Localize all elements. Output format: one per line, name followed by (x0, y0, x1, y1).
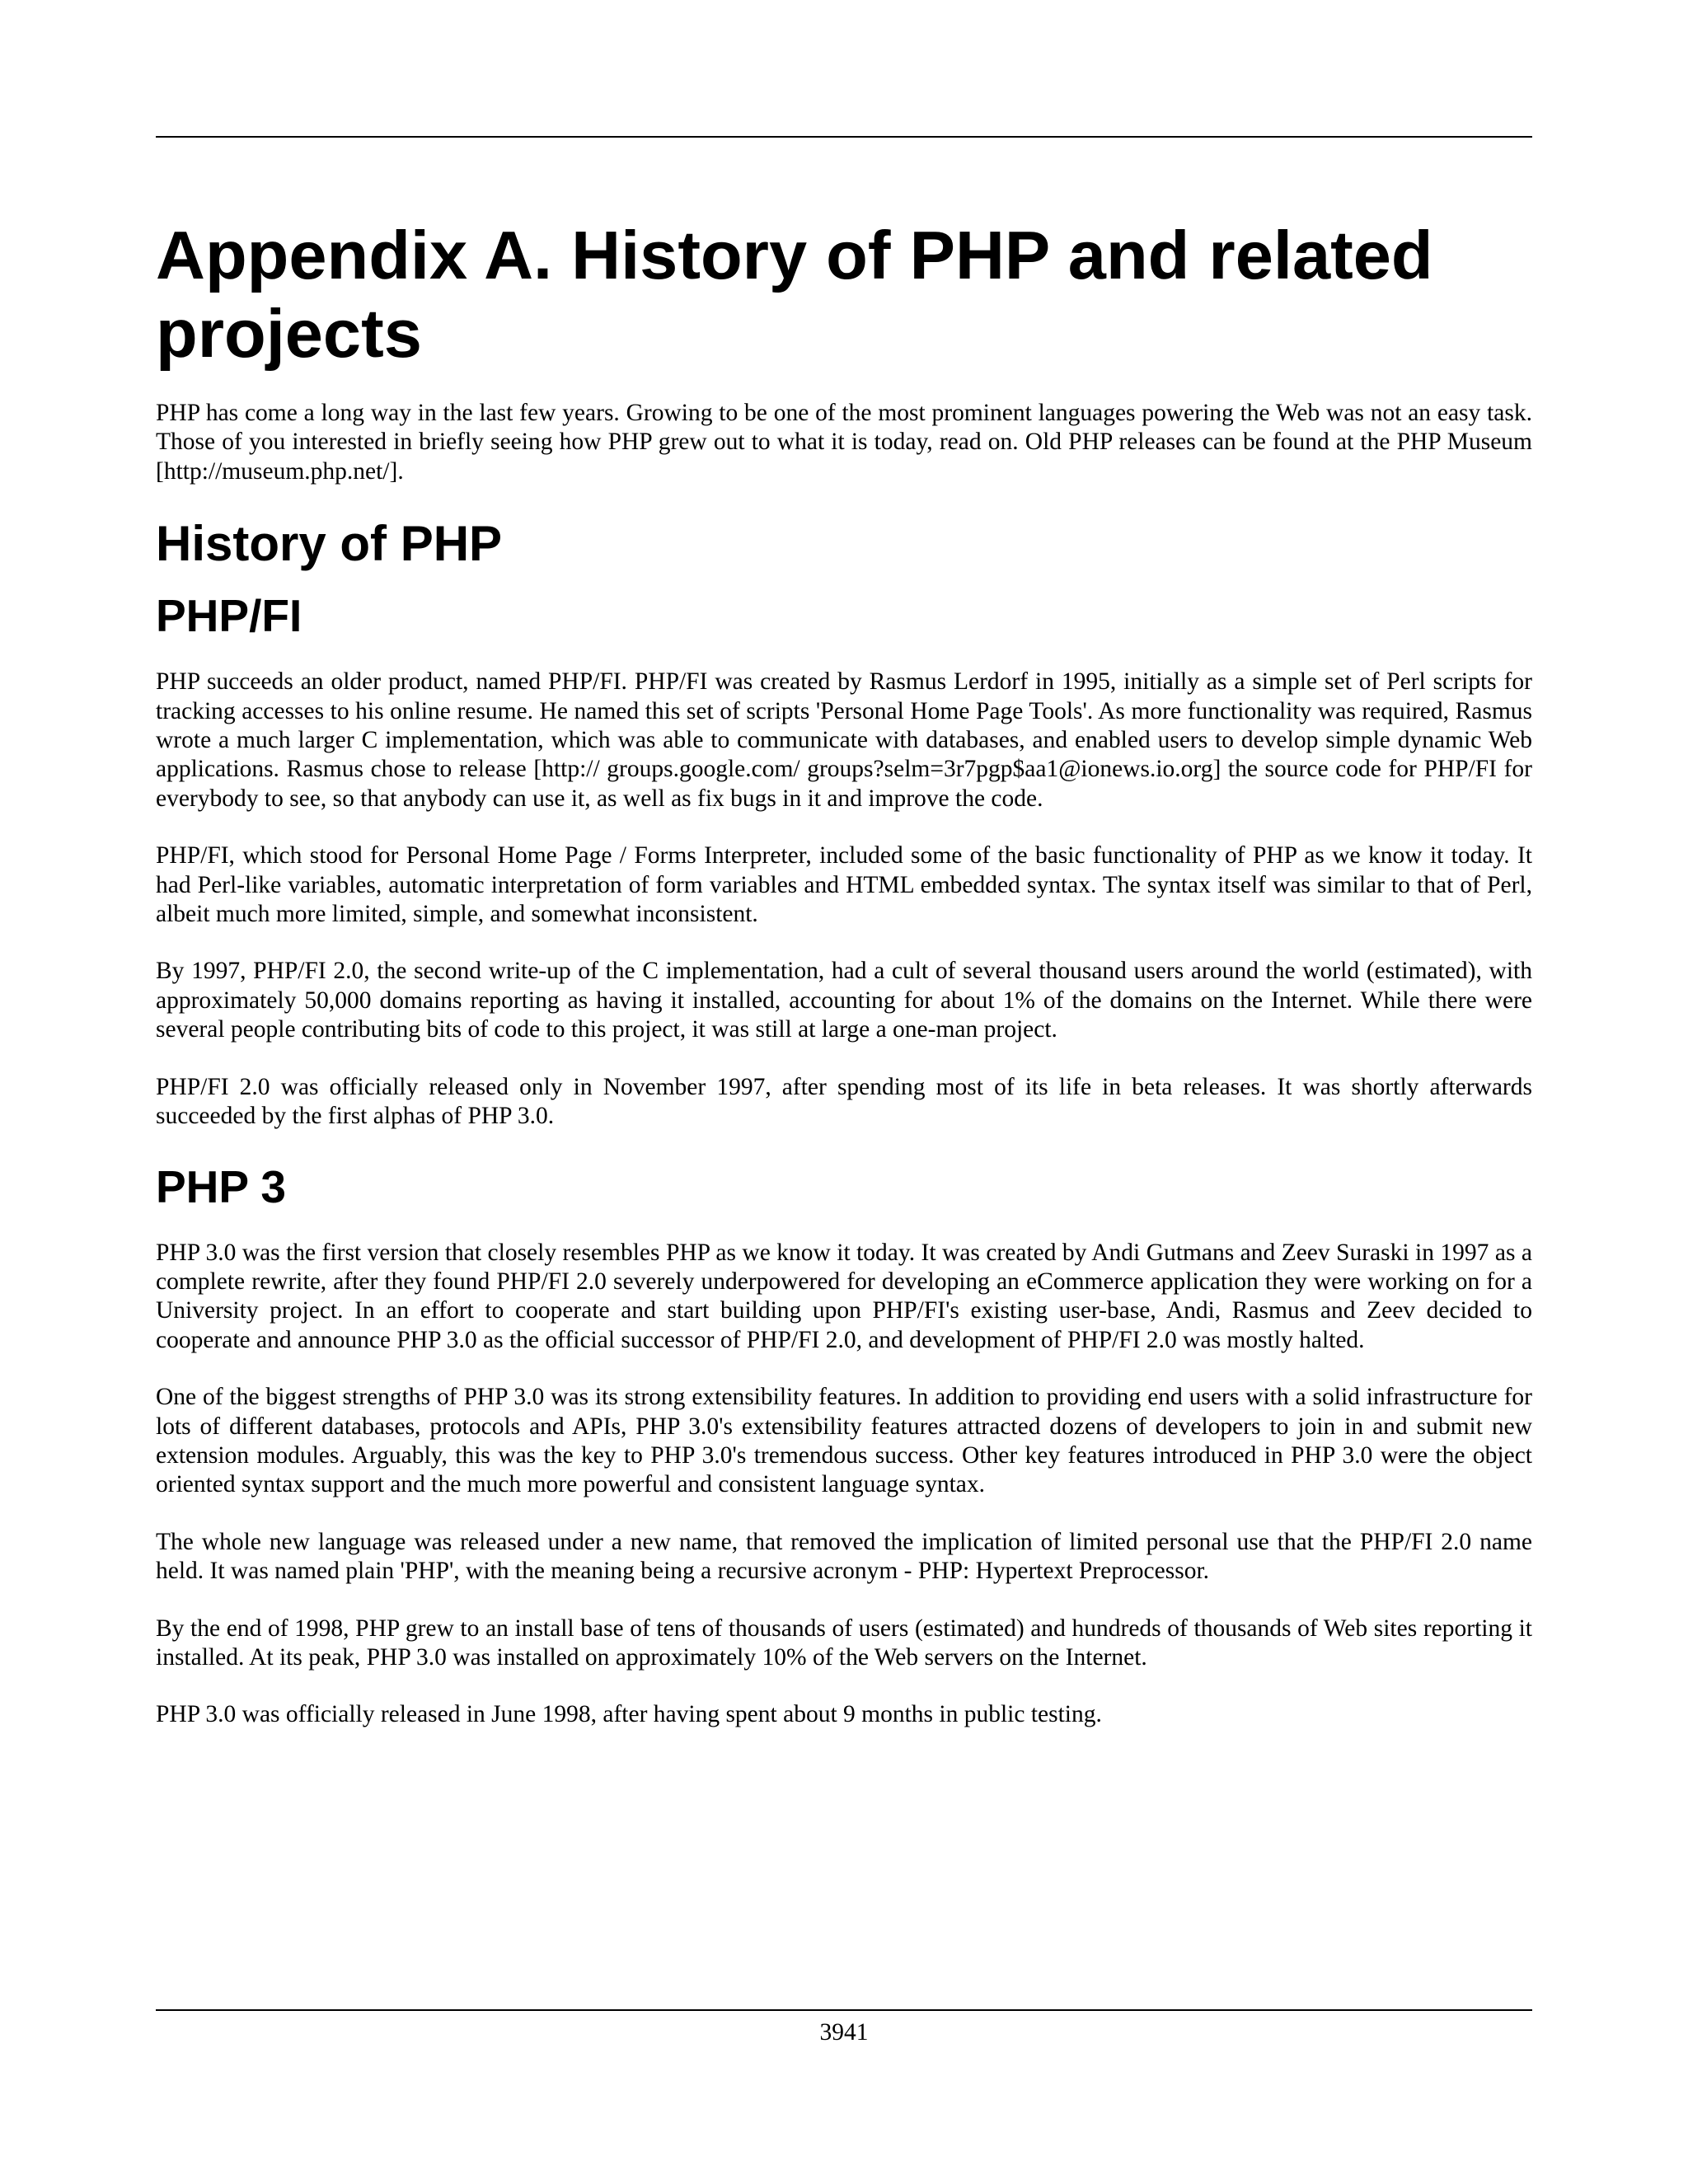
page-number: 3941 (819, 2019, 869, 2046)
page-content (156, 216, 1532, 1758)
header-rule (156, 136, 1532, 138)
subsection-title-php3: PHP 3 (156, 1160, 286, 1212)
footer-rule (156, 2009, 1532, 2011)
chapter-intro: PHP has come a long way in the last few years. Growing to be one of the most prominent languages powering the Web was not an easy task. Those of you interested in briefly seeing how PHP grew out to what it is today, read on. Old PHP releases can be found at the PHP Museum [http://museum.php.net/]. (156, 400, 1532, 485)
php3-paragraph: By the end of 1998, PHP grew to an install base of tens of thousands of users (estimated) and hundreds of thousands of Web sites reporting it installed. At its peak, PHP 3.0 was installed on approximately 10% of the Web servers on the Internet. (156, 1615, 1532, 1671)
php3-paragraph: The whole new language was released under a new name, that removed the implication of limited personal use that the PHP/FI 2.0 name held. It was named plain 'PHP', with the meaning being a recursive acronym - PHP: Hypertext Preprocessor. (156, 1528, 1532, 1585)
php3-paragraph: PHP 3.0 was the first version that closely resembles PHP as we know it today. It was created by Andi Gutmans and Zeev Suraski in 1997 as a complete rewrite, after they found PHP/FI 2.0 severely underpowered for developing an eCommerce application they were working on for a University project. In an effort to cooperate and start building upon PHP/FI's existing user-base, Andi, Rasmus and Zeev decided to cooperate and announce PHP 3.0 as the official successor of PHP/FI 2.0, and development of PHP/FI 2.0 was mostly halted. (156, 1239, 1532, 1353)
php3-paragraph: One of the biggest strengths of PHP 3.0 was its strong extensibility features. In addition to providing end users with a solid infrastructure for lots of different databases, protocols and APIs, PHP 3.0's extensibility features attracted dozens of developers to join in and submit new extension modules. Arguably, this was the key to PHP 3.0's tremendous success. Other key features introduced in PHP 3.0 were the object oriented syntax support and the much more powerful and consistent language syntax. (156, 1384, 1532, 1498)
section-title-history-of-php: History of PHP (156, 516, 503, 572)
phpfi-paragraph: PHP/FI, which stood for Personal Home Page / Forms Interpreter, included some of the basic functionality of PHP as we know it today. It had Perl-like variables, automatic interpretation of form variables and HTML embedded syntax. The syntax itself was similar to that of Perl, albeit much more limited, simple, and somewhat inconsistent. (156, 842, 1532, 928)
subsection-title-phpfi: PHP/FI (156, 590, 302, 642)
php3-paragraph: PHP 3.0 was officially released in June 1998, after having spent about 9 months in public testing. (156, 1701, 1102, 1728)
chapter-title: Appendix A. History of PHP and related projects (156, 217, 1433, 372)
phpfi-paragraph: PHP succeeds an older product, named PHP/FI. PHP/FI was created by Rasmus Lerdorf in 1995, initially as a simple set of Perl scripts for tracking accesses to his online resume. He named this set of scripts 'Personal Home Page Tools'. As more functionality was required, Rasmus wrote a much larger C implementation, which was able to communicate with databases, and enabled users to develop simple dynamic Web applications. Rasmus chose to release [http:// groups.google.com/ groups?selm=3r7pgp$aa1@ionews.io.org] the source code for PHP/FI for everybody to see, so that anybody can use it, as well as fix bugs in it and improve the code. (156, 668, 1532, 812)
phpfi-paragraph: PHP/FI 2.0 was officially released only in November 1997, after spending most of its life in beta releases. It was shortly afterwards succeeded by the first alphas of PHP 3.0. (156, 1073, 1532, 1130)
phpfi-paragraph: By 1997, PHP/FI 2.0, the second write-up of the C implementation, had a cult of several thousand users around the world (estimated), with approximately 50,000 domains reporting as having it installed, accounting for about 1% of the domains on the Internet. While there were several people contributing bits of code to this project, it was still at large a one-man project. (156, 958, 1532, 1043)
